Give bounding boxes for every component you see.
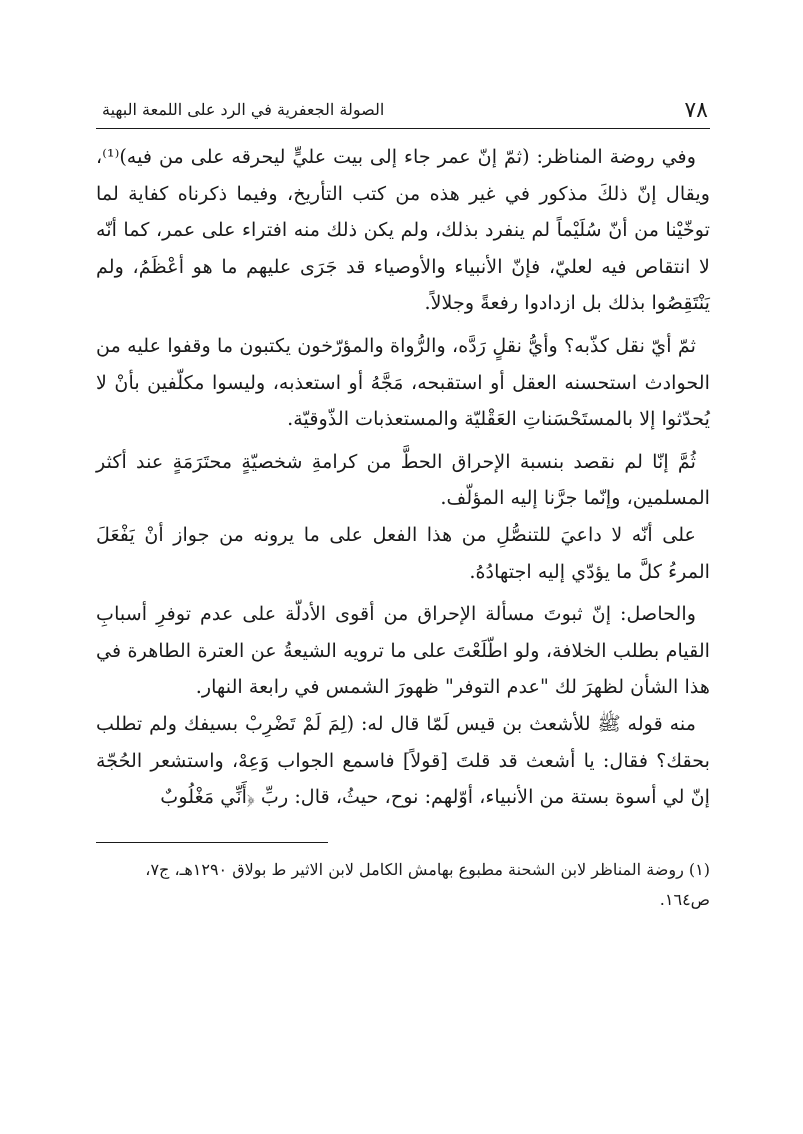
- book-page: [96, 88, 710, 1088]
- paragraph: والحاصل: إنّ ثبوتَ مسألة الإحراق من أقوى الأدلّة على عدم توفرِ أسبابِ القيام بطلب الخلافة، ولو اطّلَعْتَ على ما ترويه الشيعةُ عن العترة الطاهرة في هذا الشأن لظهرَ لك "عدم التوفر" ظهورَ الشمس في رابعة النهار.: [96, 602, 710, 699]
- page-number: ٧٨: [684, 98, 708, 123]
- footnote: (١) روضة المناظر لابن الشحنة مطبوع بهامش الكامل لابن الاثير ط بولاق ١٢٩٠هـ، ج٧، ص١٦٤.: [145, 859, 710, 909]
- paragraph: ثمّ أيّ نقل كذّبه؟ وأيُّ نقلٍ رَدَّه، والرُّواة والمؤرّخون يكتبون ما وقفوا عليه من الحوادث استحسنه العقل أو استقبحه، مَجَّهُ أو استعذبه، وليسوا مكلّفين بأنْ لا يُحدّثوا إلا بالمستَحْسَناتِ العَقْليّة والمستعذبات الذّوقيّة.: [96, 333, 710, 431]
- paragraph: منه قوله ﷺ للأشعث بن قيس لَمّا قال له: (لِمَ لَمْ تَضْرِبْ بسيفك ولم تطلب بحقك؟ فقال: يا أشعث قد قلتَ [قولاً] فاسمع الجواب وَعِهْ، واستشعر الحُجّة إنّ لي أسوة بستة من الأنبياء، أوّلهم: نوح، حيثُ، قال: ربِّ ﴿أَنِّي مَغْلُوبٌ: [96, 711, 710, 809]
- paragraph: ثُمَّ إنّا لم نقصد بنسبة الإحراق الحطَّ من كرامةِ شخصيّةٍ محتَرَمَةٍ عند أكثر المسلمين، وإنّما جرَّنا إليه المؤلّف.: [96, 449, 710, 510]
- running-title: الصولة الجعفرية في الرد على اللمعة البهية: [102, 100, 385, 119]
- paragraph: على أنّه لا داعيَ للتنصُّلِ من هذا الفعل على ما يرونه من جواز أنْ يَفْعَلَ المرءُ كلَّ ما يؤدّي إليه اجتهادُهُ.: [96, 522, 710, 583]
- page-header: [96, 88, 710, 129]
- body-text: [96, 139, 710, 816]
- footnote-divider: [96, 842, 328, 843]
- paragraph: وفي روضة المناظر: (ثمّ إنّ عمر جاء إلى بيت عليٍّ ليحرقه على من فيه)⁽¹⁾، ويقال إنّ ذلكَ مذكور في غير هذه من كتب التأريخ، وفيما ذكرناه كفاية لما توخّيْنا من أنّ سُلَيْماً لم ينفرد بذلك، ولم يكن ذلك منه افتراء على عمر، كما أنّه لا انتقاص فيه لعليّ، فإنّ الأنبياء والأوصياء قد جَرَى عليهم ما هو أعْظَمُ، ولم يَنْتَقِصُوا بذلك بل ازدادوا رفعةً وجلالاً.: [96, 145, 710, 315]
